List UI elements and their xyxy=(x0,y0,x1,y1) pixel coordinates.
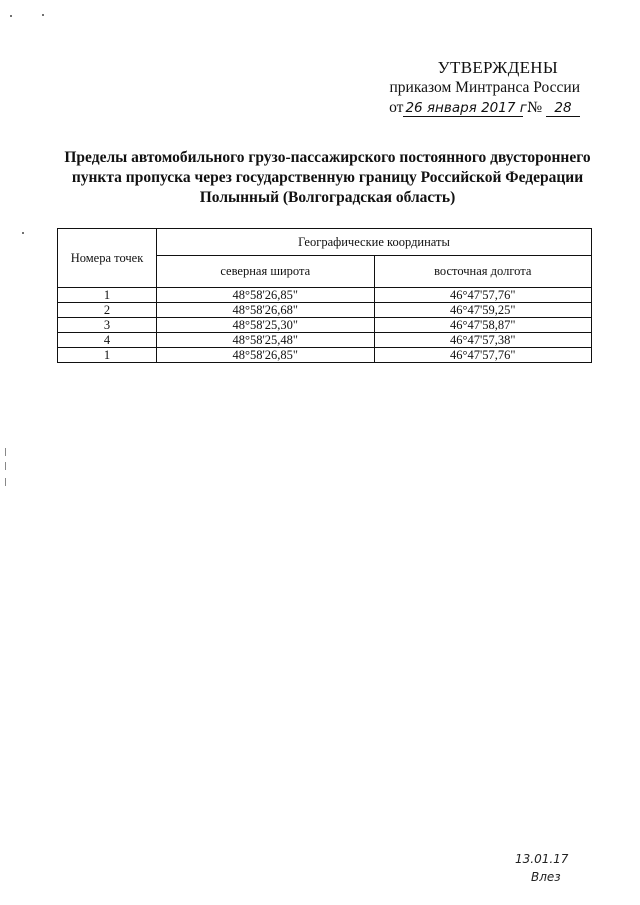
longitude-cell: 46°47'57,38" xyxy=(374,333,592,348)
from-prefix: от xyxy=(389,99,404,116)
approved-heading: УТВЕРЖДЕНЫ xyxy=(437,58,558,77)
order-date-number-line xyxy=(389,98,580,118)
order-reference: приказом Минтранса России xyxy=(389,79,580,96)
point-number-cell: 1 xyxy=(58,348,157,363)
table-row xyxy=(58,348,592,363)
column-header-latitude: северная широта xyxy=(157,256,374,288)
scan-margin-mark xyxy=(5,478,6,486)
scan-speck xyxy=(10,15,12,17)
column-header-longitude: восточная долгота xyxy=(374,256,592,288)
title-line-1: Пределы автомобильного грузо-пассажирского постоянного двустороннего xyxy=(64,149,591,166)
table-row xyxy=(58,333,592,348)
point-number-cell: 3 xyxy=(58,318,157,333)
latitude-cell: 48°58'26,85" xyxy=(157,288,374,303)
longitude-cell: 46°47'57,76" xyxy=(374,288,592,303)
longitude-cell: 46°47'58,87" xyxy=(374,318,592,333)
table-row xyxy=(58,318,592,333)
document-title xyxy=(60,148,595,208)
handwritten-note-date: 13.01.17 xyxy=(515,852,569,866)
latitude-cell: 48°58'26,85" xyxy=(157,348,374,363)
scan-margin-mark xyxy=(5,462,6,470)
scan-margin-mark xyxy=(5,448,6,456)
handwritten-order-date: 26 января 2017 г. xyxy=(405,100,532,116)
column-header-points: Номера точек xyxy=(58,229,157,288)
point-number-cell: 4 xyxy=(58,333,157,348)
coordinates-table xyxy=(57,228,592,363)
column-header-geo-coordinates: Географические координаты xyxy=(157,229,592,256)
handwritten-footnote xyxy=(515,850,568,886)
handwritten-order-number: 28 xyxy=(546,100,580,117)
point-number-cell: 1 xyxy=(58,288,157,303)
latitude-cell: 48°58'25,48" xyxy=(157,333,374,348)
table-row xyxy=(58,288,592,303)
handwritten-signature: Влез xyxy=(531,870,561,884)
longitude-cell: 46°47'59,25" xyxy=(374,303,592,318)
number-sign: № xyxy=(527,99,543,116)
table-row xyxy=(58,303,592,318)
scan-speck xyxy=(22,232,24,234)
point-number-cell: 2 xyxy=(58,303,157,318)
latitude-cell: 48°58'25,30" xyxy=(157,318,374,333)
scan-speck xyxy=(42,14,44,16)
title-line-3: Полынный (Волгоградская область) xyxy=(199,189,456,206)
longitude-cell: 46°47'57,76" xyxy=(374,348,592,363)
title-line-2: пункта пропуска через государственную границу Российской Федерации xyxy=(71,169,584,186)
latitude-cell: 48°58'26,68" xyxy=(157,303,374,318)
approval-block xyxy=(389,58,580,118)
